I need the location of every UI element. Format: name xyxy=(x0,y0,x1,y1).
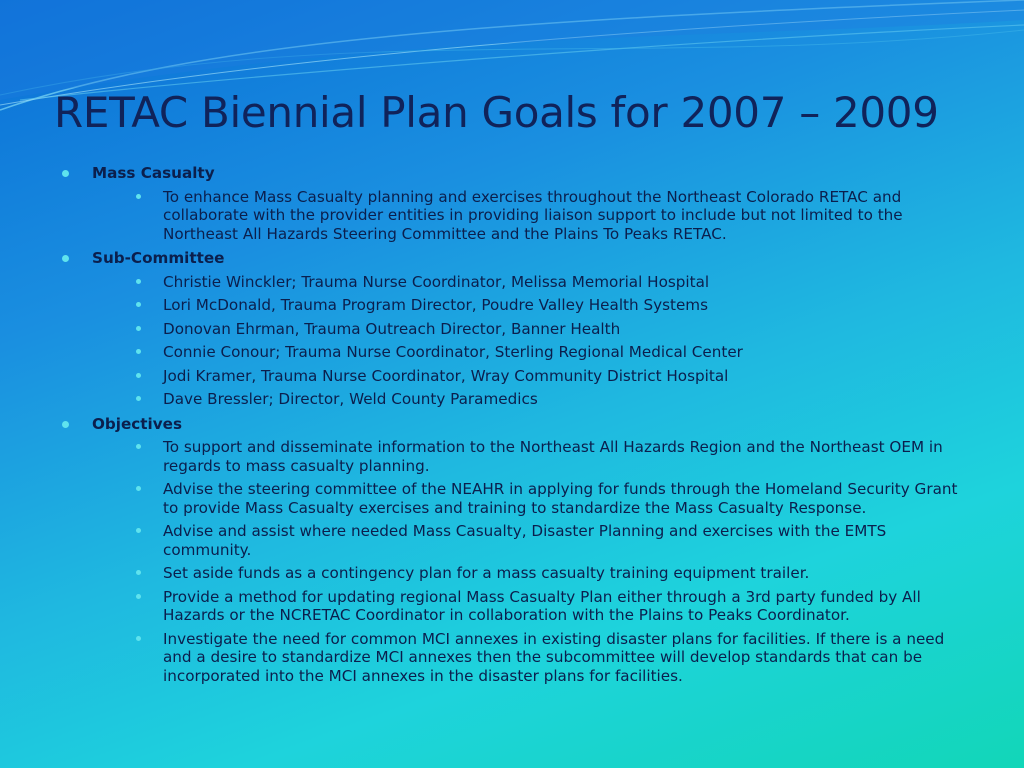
section-list xyxy=(62,164,962,685)
section-mass-casualty xyxy=(62,164,962,243)
sub-bullet-icon xyxy=(136,194,141,199)
item-list xyxy=(92,438,962,685)
sub-bullet-icon xyxy=(136,570,141,575)
list-item: To enhance Mass Casualty planning and exercises throughout the Northeast Colorado RETAC and collaborate with the provider entities in providing liaison support to include but not limited to the Northeast All Hazards Steering Committee and the Plains To Peaks RETAC. xyxy=(92,188,962,244)
sub-bullet-icon xyxy=(136,279,141,284)
sub-bullet-icon xyxy=(136,486,141,491)
list-item: Lori McDonald, Trauma Program Director, Poudre Valley Health Systems xyxy=(92,296,962,315)
item-list xyxy=(92,273,962,409)
list-item: To support and disseminate information to the Northeast All Hazards Region and the Northeast OEM in regards to mass casualty planning. xyxy=(92,438,962,475)
sub-bullet-icon xyxy=(136,326,141,331)
list-item: Set aside funds as a contingency plan for a mass casualty training equipment trailer. xyxy=(92,564,962,583)
bullet-icon xyxy=(62,421,69,428)
bullet-icon xyxy=(62,255,69,262)
section-objectives xyxy=(62,415,962,686)
list-item: Dave Bressler; Director, Weld County Paramedics xyxy=(92,390,962,409)
list-item: Provide a method for updating regional Mass Casualty Plan either through a 3rd party funded by All Hazards or the NCRETAC Coordinator in collaboration with the Plains to Peaks Coordinator. xyxy=(92,588,962,625)
section-sub-committee xyxy=(62,249,962,409)
sub-bullet-icon xyxy=(136,444,141,449)
sub-bullet-icon xyxy=(136,302,141,307)
bullet-icon xyxy=(62,170,69,177)
list-item: Donovan Ehrman, Trauma Outreach Director, Banner Health xyxy=(92,320,962,339)
sub-bullet-icon xyxy=(136,636,141,641)
sub-bullet-icon xyxy=(136,528,141,533)
list-item: Connie Conour; Trauma Nurse Coordinator, Sterling Regional Medical Center xyxy=(92,343,962,362)
list-item: Jodi Kramer, Trauma Nurse Coordinator, Wray Community District Hospital xyxy=(92,367,962,386)
sub-bullet-icon xyxy=(136,396,141,401)
sub-bullet-icon xyxy=(136,594,141,599)
list-item: Advise the steering committee of the NEAHR in applying for funds through the Homeland Security Grant to provide Mass Casualty exercises and training to standardize the Mass Casualty Response. xyxy=(92,480,962,517)
section-heading: Sub-Committee xyxy=(92,249,225,267)
section-heading: Mass Casualty xyxy=(92,164,215,182)
sub-bullet-icon xyxy=(136,373,141,378)
list-item: Advise and assist where needed Mass Casualty, Disaster Planning and exercises with the EMTS community. xyxy=(92,522,962,559)
item-list xyxy=(92,188,962,244)
section-heading: Objectives xyxy=(92,414,182,433)
list-item: Investigate the need for common MCI annexes in existing disaster plans for facilities. If there is a need and a desire to standardize MCI annexes then the subcommittee will develop standards that can be incorporated into the MCI annexes in the disaster plans for facilities. xyxy=(92,630,962,686)
slide-content xyxy=(62,164,962,691)
sub-bullet-icon xyxy=(136,349,141,354)
list-item: Christie Winckler; Trauma Nurse Coordinator, Melissa Memorial Hospital xyxy=(92,273,962,292)
slide-title: RETAC Biennial Plan Goals for 2007 – 2009 xyxy=(54,88,939,137)
